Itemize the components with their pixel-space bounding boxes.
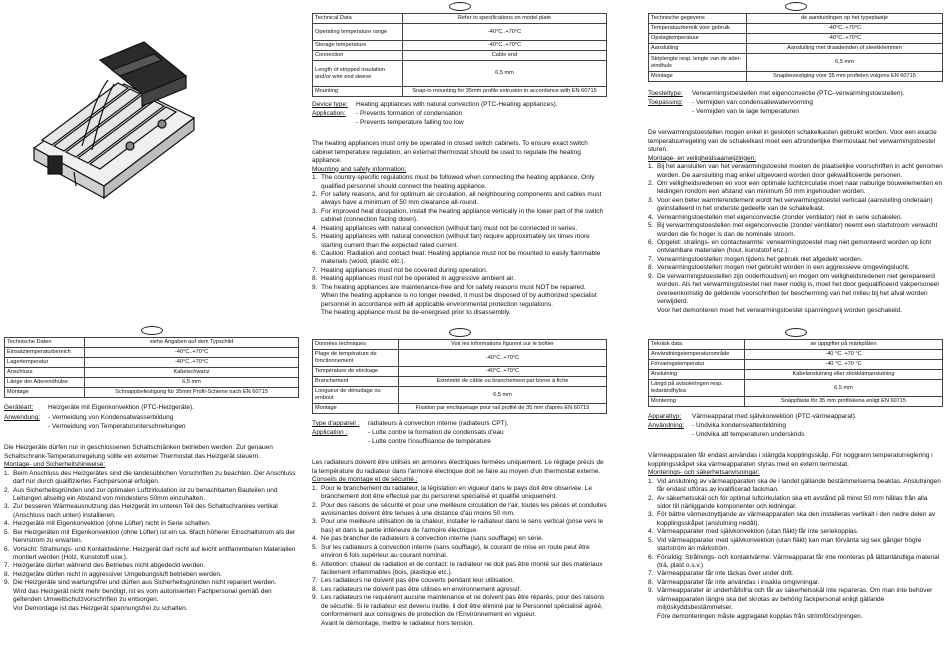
table-row: Användningstemperaturområde -40 °C. +70 °C (649, 350, 943, 360)
section-de (4, 326, 299, 613)
list-item: 2. For safety reasons, and for optimum air circulation, all neighbouring components and cables must always have a minimum of 50 mm clearance all-round. (312, 190, 602, 207)
table-row: Temperatuurbereik voor gebruik -40°C..+70°C (649, 24, 943, 34)
language-marker (785, 328, 807, 337)
closing-text: Wird das Heizgerät nicht mehr benötigt, ist es vom autorisierten Fachpersonal gemäß den geltenden Umweltschutzvorschriften zu entsorgen. Vor Demontage ist das Heizgerät spannungsfrei zu schalten. (13, 587, 272, 612)
table-row: Anschluss Kabelschwanz (5, 368, 299, 378)
list-item: 8. Heizgeräte dürfen nicht in aggressiver Umgebungsluft betrieben werden. (4, 570, 222, 578)
instruction-list (312, 485, 607, 620)
table-row: Technische gegevens de aanduidingen op het typeplaatje (649, 14, 943, 24)
list-item: 7. Les radiateurs ne doivent pas être couverts pendant leur utilisation. (312, 577, 515, 585)
device-type: Gerätéart: Heizgeräte mit Eigenkonvektion (PTC-Heizgeräte). (4, 404, 194, 411)
list-item: 3. Voor een beter warmterendement wordt het verwarmingstoestel verticaal (aansluiting onderaan) geïnstalleerd in het onderste gedeelte van de schakelkast. (648, 196, 933, 213)
list-item: 9. Värmeapparater är underhållsfria och får av säkerhetsskäl inte repareras. Om man inte behöver värmeapparaten längre ska det skrotas av behörig fackpersonal enligt gällande miljöskyddsbestämmelser. (648, 587, 933, 612)
table-row: Lagertemperatur -40°C..+70°C (5, 358, 299, 368)
list-item: 5. Heating appliances with natural convection (without fan) require approximately six times more starting current than the expected rated current. (312, 233, 590, 249)
table-row: Montage Snapbevestiging voor 35 mm profielen volgens EN 60715 (649, 72, 943, 82)
list-item: 5. Bei Heizgeräten mit Eigenkonvektion (ohne Lüfter) ist ein ca. 6fach höherer Einschaltstrom als der Nennstrom zu erwarten. (4, 528, 296, 545)
intro-text: De verwarmingstoestellen mogen enkel in gesloten schakelkasten gebruikt worden. Voor een exacte temperatuurregeling van de schakelkast moet een afzonderlijke thermostaat het verwarmingstoestel sturen. (648, 129, 937, 154)
table-row: Teknisk data se uppgifter på märkplåten (649, 340, 943, 350)
list-item: 9. De verwarmingstoestellen zijn onderhoudsvrij en mogen om veiligheidsredenen niet gerepareerd worden. Als het verwarmingstoestel niet meer nodig is, moet het door gequalificeerd vakpersoneel overeenkomstig de geldende voorschriften ter bescherming van het milieu bij het afval worden verwijderd. (648, 272, 939, 306)
closing-text: Avant le démontage, mettre le radiateur hors tension. (321, 619, 475, 627)
language-marker (141, 326, 163, 335)
mounting-heading: Montage- en veiligheidsaanwijzingen: (648, 154, 757, 162)
list-item: 2. Om veiligheidsredenen en voor een optimale luchtcirculatie moet naar naburige bouwelementen en leidingen rondom een afstand van minimum 50 mm ingehouden worden. (648, 179, 943, 196)
mounting-heading: Montage- und Sicherheitshinweise: (4, 461, 106, 469)
device-type: Type d'appareil : radiateurs à convection interne (radiateurs CPT). (312, 420, 509, 427)
heater-illustration (12, 36, 212, 208)
list-item: 8. Les radiateurs ne doivent pas être utilisés en environnement agressif. (312, 585, 522, 593)
intro-text: Les radiateurs doivent être utilisés en armoires électriques fermées uniquement. Le réglage précis de la température du radiateur dans l'armoire électrique doit se faire au moyen d'un thermostat externe. (312, 459, 604, 475)
application: Användning: - Undvika kondensvattenbildning - Undvika att temperaturen underskrids (648, 422, 805, 438)
list-item: 4. Värmeapparater med självkonvektion (utan fläkt) får inte seriekopplas. (648, 528, 859, 536)
mounting-heading: Mounting and safety information: (312, 165, 407, 173)
table-row: Einsatztemperaturbereich -40°C..+70°C (5, 348, 299, 358)
table-row: Operating temperature range -40°C..+70°C (313, 24, 607, 41)
table-row: Striplengte resp. lengte van de ader-eindhuls 6,5 mm (649, 54, 943, 72)
table-row: Technical Data Refer to specifications on model plate (313, 14, 607, 24)
application: Application: - Prevents formation of condensation - Prevents temperature falling too low (312, 110, 464, 126)
device-type: Device type: Heating appliances with natural convection (PTC-Heating appliances). (312, 101, 558, 108)
list-item: 2. Aus Sicherheitsgründen und zur optimalen Luftzirkulation ist zu benachbarten Bauteilen und Leitungen allseitig ein Abstand von mindestens 50mm einzuhalten. (4, 486, 278, 502)
table-row: Förvaringstemperatur -40 °C. +70 °C (649, 360, 943, 370)
list-item: 7. Värmeapparater får inte täckas över under drift. (648, 570, 794, 578)
intro-text: Värmeapparaten får endast användas i stängda kopplingsskåp. För noggrann temperaturreglering i kopplingsskåpet ska värmeapparaten styras med en extern termostat. (648, 452, 933, 468)
list-item: 6. Försiktig: Strålnings- och kontaktvärme: Värmeapparat får inte monteras på lättantändliga material (trä, plast o.s.v.) (648, 553, 940, 569)
closing-text: Voor het demonteren moet het verwarmingstoestel spanningsvrij worden geschakeld. (657, 306, 902, 314)
language-marker (449, 2, 471, 11)
list-item: 8. Verwarmingstoestellen mogen niet gebruikt worden in een aggressieve omgevingslucht. (648, 264, 910, 272)
language-marker (449, 328, 471, 337)
list-item: 2. Av säkerhetsskäl och för optimal luftcirkulation ska ett avstånd på minst 50 mm hållas från alla sidor till närliggande komponenter och ledningar. (648, 494, 928, 510)
closing-text: When the heating appliance is no longer needed, it must be disposed of by authorized specialist personnel in accordance with all applicable environmental protection regulations. The heating appliance must be de-energised prior to disassembly. (321, 292, 597, 317)
table-row: Storage temperature -40°C..+70°C (313, 41, 607, 51)
table-row: Branchement Extrémité de câble ou branchement par borne à fiche (313, 377, 607, 387)
instruction-list (312, 174, 607, 292)
technical-data-table (648, 339, 943, 407)
list-item: 8. Heating appliances must not be operated in aggressive ambient air. (312, 275, 516, 283)
table-row: Température de stockage -40°C..+70°C (313, 367, 607, 377)
application: Application : - Lutte contre la formation de condensats d'eau - Lutte contre l'insuffisance de température (312, 429, 504, 445)
list-item: 7. Heizgeräte dürfen während des Betriebes nicht abgedeckt werden. (4, 562, 206, 570)
application: Anwendung: - Vermeidung von Kondensatwasserbildung - Vermeidung von Temperaturunterschreitungen (4, 414, 186, 430)
list-item: 1. Pour le branchement du radiateur, la législation en vigueur dans le pays doit être observée. Le branchement doit être effectué par du personnel spécialisé et qualifié uniquement. (312, 484, 593, 501)
list-item: 6. Vorsicht: Strahlungs- und Kontaktwärme: Heizgerät darf nicht auf leicht entflammbaren Materialien montiert werden (Holz, Kunststoff usw.). (4, 545, 296, 561)
intro-text: The heating appliances must only be operated in closed switch cabinets. To ensure exact switch cabinet temperature regulation, an external thermostat should be used to regulate the heating appliance. (312, 140, 588, 165)
list-item: 1. The country-specific regulations must be followed when connecting the heating appliance. Only qualified personnel should connect the heating appliance. (312, 174, 595, 190)
table-row: Données techniques Voir les informations figurent sur le boîtier (313, 340, 607, 350)
section-sv (648, 328, 943, 621)
intro-text: Die Heizgeräte dürfen nur in geschlossenen Schaltschränken betrieben werden. Zur genauen Schaltschrank-Temperaturregelung sollte ein externer Thermostat das Heizgerät steuern. (4, 444, 273, 460)
technical-data-table (648, 13, 943, 82)
table-row: Montage Schnappbefestigung für 35mm Profil-Schiene nach EN 60715 (5, 388, 299, 398)
technical-data-table (4, 337, 299, 398)
table-row: Montering Snäppfäste för 35 mm profilskena enligt EN 60715 (649, 397, 943, 407)
list-item: 6. Attention: chaleur de radiation et de contact: le radiateur ne doit pas être monté sur des matériaux facilement inflammables (bois, plastique etc.). (312, 560, 603, 576)
instruction-list (648, 478, 943, 613)
list-item: 4. Verwarmingstoestellen met eigenconvectie (zonder ventilator) niet in serie schakelen. (648, 213, 903, 221)
list-item: 6. Caution: Radiation and contact heat: Heating appliance must not be mounted to easily flammable materials (wood, plastic etc.). (312, 250, 601, 266)
list-item: 4. Heizgeräte mit Eigenkonvektion (ohne Lüfter) nicht in Serie schalten. (4, 520, 211, 528)
list-item: 7. Heating appliances must not be covered during operation. (312, 266, 488, 274)
list-item: 8. Värmeapparater får inte användas i insakla omgivningar. (648, 578, 820, 586)
list-item: 3. For improved heat dissipation, install the heating appliance vertically in the lower part of the switch cabinet (connection facing down). (312, 207, 604, 224)
table-row: Montage Fixation par encliquetage pour rail profilé de 35 mm d'après EN 60715 (313, 404, 607, 414)
list-item: 3. Pour une meilleure utilisation de la chaleur, installer le radiateur dans le sens vertical (prise vers le bas) et dans la partie inférieure de l'armoire électrique. (312, 518, 604, 534)
instruction-list (4, 470, 299, 588)
list-item: 3. För bättre värmeutnyttjande av värmeapparaten ska den installeras vertikalt i den nedre delen av kopplingsskåpet (anslutning nedåt). (648, 511, 936, 527)
section-nl (648, 2, 943, 315)
list-item: 4. Ne pas brancher de radiateurs à convection interne (sans soufflage) en série. (312, 535, 544, 543)
device-type: Apparattyp: Värmeapparat med självkonvektion (PTC-värmeapparat). (648, 413, 857, 420)
application: Toepassing: - Vermijden van condensatiewatervorming - Vermijden van te lage temperaturen (648, 99, 814, 115)
technical-data-table (312, 339, 607, 414)
instruction-list (648, 163, 943, 306)
table-row: Technische Daten siehe Angaben auf dem Typschild (5, 338, 299, 348)
section-en (312, 2, 607, 318)
table-row: Aansluiting Aansluiting met draadeinden of steekklemmen (649, 44, 943, 54)
table-row: Opslagtemperatuur -40°C..+70°C (649, 34, 943, 44)
list-item: 9. The heating appliances are maintenance-free and for safety reasons must NOT be repaired. (312, 283, 586, 291)
closing-text: Före demonteringen måste aggregatet kopplas från strömförsörjningen. (657, 612, 863, 620)
list-item: 3. Zur besseren Wärmeausnutzung das Heizgerät im unteren Teil des Schaltschrankes vertikal (Anschluss nach unten) installieren. (4, 503, 278, 519)
list-item: 5. Sur les radiateurs à convection interne (sans soufflage), le courant de mise en route peut être environ 6 fois supérieur au courant nominal. (312, 543, 590, 560)
list-item: 6. Opgelet: stralings- en contactwarmte: verwarmingstoestel mag niet gemonteerd worden op licht ontvlambare materialen (hout, kunststof enz.). (648, 239, 932, 255)
table-row: Connection Cable end (313, 51, 607, 61)
list-item: 2. Pour des raisons de sécurité et pour une meilleure circulation de l'air, toutes les pièces et conduites avoisinantes doivent être tenues à une distance d'au moins 50 mm. (312, 501, 607, 517)
table-row: Mounting Snap-in mounting for 35mm profile extrusion in accordance with EN 60715 (313, 87, 607, 97)
mounting-heading: Monterings- och säkerhetsanvisningar: (648, 469, 760, 477)
table-row: Length of stripped insulation and/or wire end sleeve 6,5 mm (313, 61, 607, 87)
language-marker (785, 2, 807, 11)
list-item: 9. Die Heizgeräte sind wartungsfrei und dürfen aus Sicherheitsgründen nicht repariert werden. (4, 579, 277, 587)
technical-data-table (312, 13, 607, 97)
table-row: Anslutning Kabelanslutning eller stickklämanslutning (649, 370, 943, 380)
table-row: Longueur de dénudage ou embout 6,5 mm (313, 387, 607, 404)
table-row: Plage de température de fonctionnement -40°C..+70°C (313, 350, 607, 367)
list-item: 4. Heating appliances with natural convection (without fan) must not be connected in series. (312, 224, 578, 232)
device-type: Toesteltype: Verwarmingstoestellen met eigenconvectie (PTC–verwarmingstoestellen). (648, 90, 905, 97)
table-row: Länge der Aderendhülse 6,5 mm (5, 378, 299, 388)
section-fr (312, 328, 607, 628)
mounting-heading: Conseils de montage et de sécurité : (312, 476, 418, 484)
list-item: 7. Verwarmingstoestellen mogen tijdens het gebruik niet afgedekt worden. (648, 255, 863, 263)
list-item: 5. Vid värmeapparater med självkonvektion (utan fläkt) kan man förvänta sig sex gånger högre startström än märkström. (648, 536, 922, 553)
list-item: 1. Beim Anschluss des Heizgerätes sind die landesüblichen Vorschriften zu beachten. Der Anschluss darf nur durch qualifiziertes Fachpersonal erfolgen. (4, 469, 296, 486)
list-item: 1. Vid anslutning av värmeapparaten ska de i landet gällande bestämmelserna beaktas. Anslutningen får endast utföras av kvalificerad fackman. (648, 477, 941, 494)
list-item: 5. Bij verwarmingstoestellen met eigenconvectie (zonder ventilator) neemt een startstroom verwacht worden die fix hoger is dan de nominale stroom. (648, 222, 938, 238)
list-item: 1. Bij het aansluiten van het verwarmingstoestel moeten de plaatselijke voorschriften in acht genomen worden. De aansluiting mag enkel uitgevoerd worden door gekwalificeerde personen. (648, 163, 943, 179)
table-row: Längd på avisoleringen resp. ledarändhylsa 6,5 mm (649, 380, 943, 397)
list-item: 9. Les radiateurs ne requièrent aucune maintenance et ne doivent pas être réparés, pour des raisons de sécurité. Si le radiateur est devenu inutile, il doit être éliminé par le Personnel spécialisé agréé, conformément aux consignes de protection de l'Environnement en vigueur. (312, 594, 605, 619)
